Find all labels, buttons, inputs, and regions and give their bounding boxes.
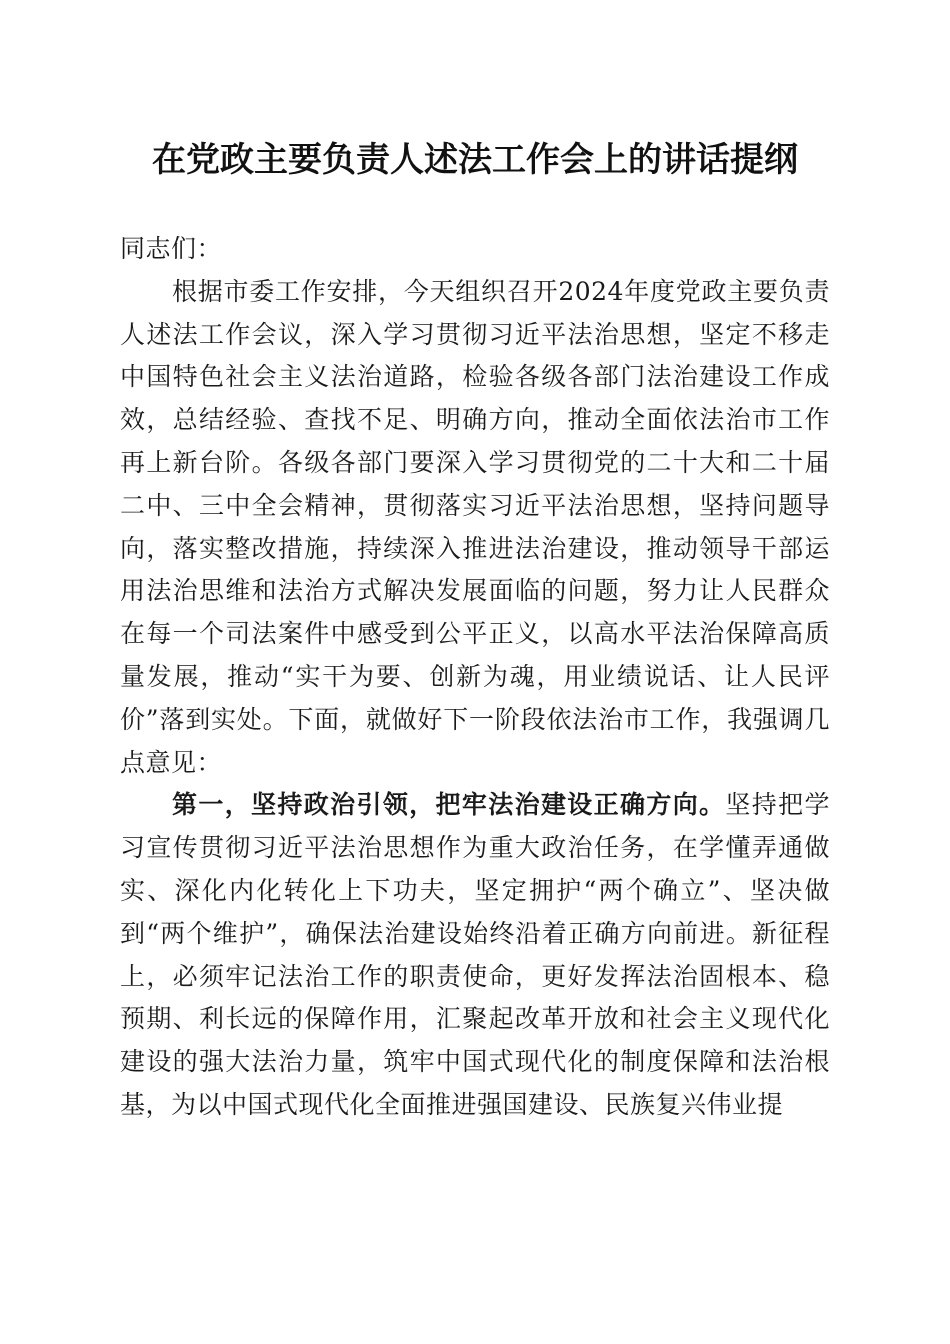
section-1-paragraph	[120, 784, 830, 1126]
intro-paragraph: 根据市委工作安排，今天组织召开2024年度党政主要负责人述法工作会议，深入学习贯彻习近平法治思想，坚定不移走中国特色社会主义法治道路，检验各级各部门法治建设工作成效，总结经验、查找不足、明确方向，推动全面依法治市工作再上新台阶。各级各部门要深入学习贯彻党的二十大和二十届二中、三中全会精神，贯彻落实习近平法治思想，坚持问题导向，落实整改措施，持续深入推进法治建设，推动领导干部运用法治思维和法治方式解决发展面临的问题，努力让人民群众在每一个司法案件中感受到公平正义，以高水平法治保障高质量发展，推动“实干为要、创新为魂，用业绩说话、让人民评价”落到实处。下面，就做好下一阶段依法治市工作，我强调几点意见：	[120, 276, 830, 777]
document-body	[120, 228, 830, 1127]
document-title: 在党政主要负责人述法工作会上的讲话提纲	[152, 140, 798, 180]
salutation: 同志们：	[120, 234, 223, 263]
section-1-text: 坚持把学习宣传贯彻习近平法治思想作为重大政治任务，在学懂弄通做实、深化内化转化上下功夫，坚定拥护“两个确立”、坚决做到“两个维护”，确保法治建设始终沿着正确方向前进。新征程上，必须牢记法治工作的职责使命，更好发挥法治固根本、稳预期、利长远的保障作用，汇聚起改革开放和社会主义现代化建设的强大法治力量，筑牢中国式现代化的制度保障和法治根基，为以中国式现代化全面推进强国建设、民族复兴伟业提	[120, 790, 830, 1119]
section-1-heading: 第一，坚持政治引领，把牢法治建设正确方向。	[172, 790, 726, 820]
